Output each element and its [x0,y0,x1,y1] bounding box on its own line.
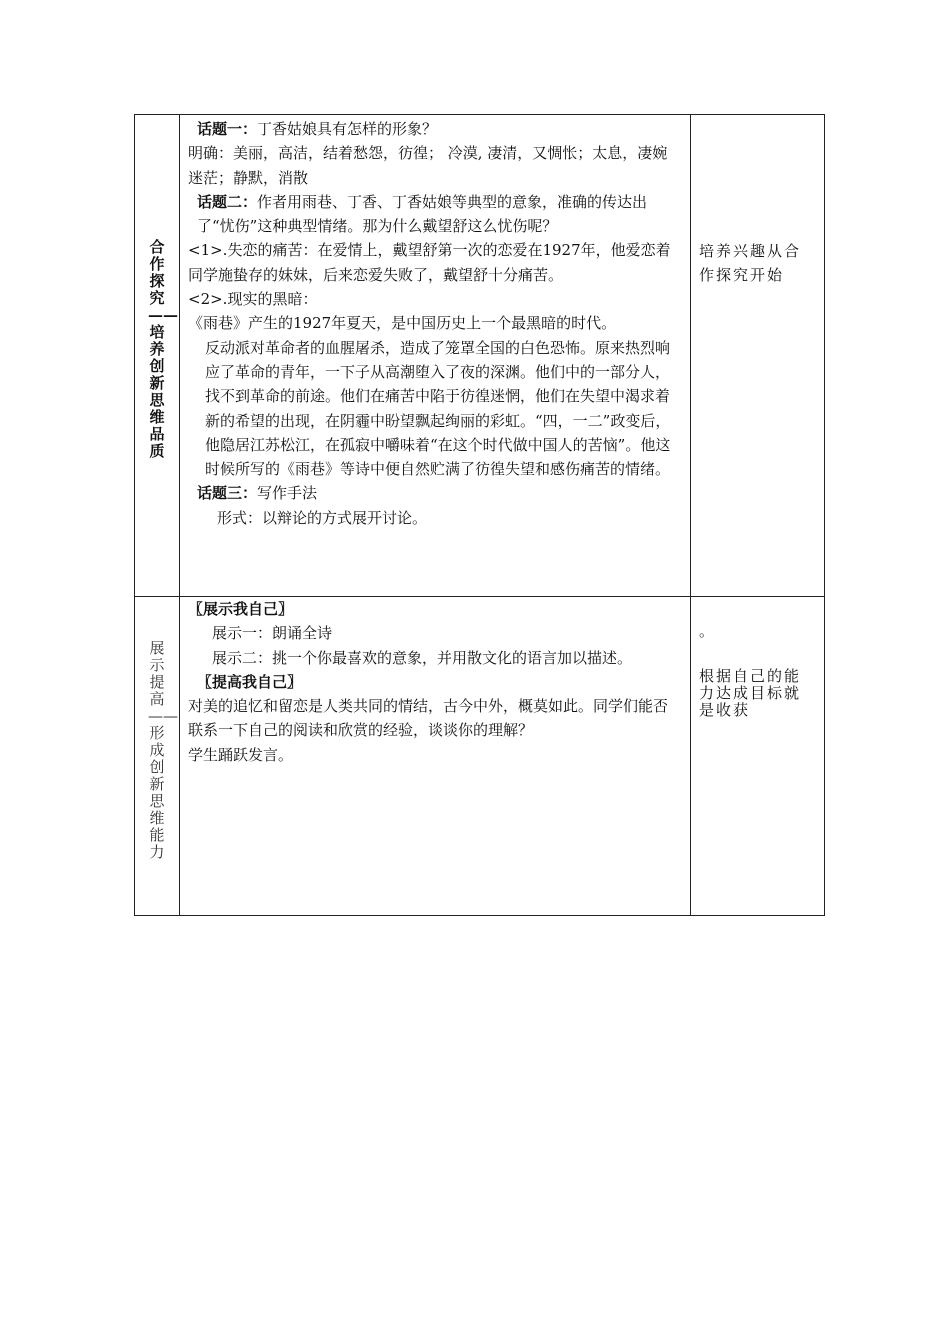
show-two: 展示二：挑一个你最喜欢的意象，并用散文化的语言加以描述。 [212,648,633,667]
note-mark: 。 [699,622,717,640]
topic-one-label: 话题一： [197,120,258,138]
lesson-plan-table [134,114,825,916]
show-heading: 〖展示我自己〗 [188,600,294,618]
topic-three-title: 写作手法 [257,484,318,503]
improve-text: 对美的追忆和留恋是人类共同的情结，古今中外，概莫如此。同学们能否联系一下自己的阅读和欣赏的经验，谈谈你的理解？ [188,697,669,740]
note-cell [691,597,825,916]
topic-one-question: 丁香姑娘具有怎样的形象？ [257,120,438,138]
section-label-cooperative-inquiry: 合作探究——培养创新思维品质 [148,238,178,460]
note-text: 根据自己的能力达成目标就是收获 [699,667,802,719]
section-label-cell [135,597,180,916]
reason-one: <1>.失恋的痛苦：在爱情上，戴望舒第一次的恋爱在1927年，他爱恋着同学施蛰存的妹妹，后来恋爱失败了，戴望舒十分痛苦。 [188,241,671,284]
reason-two-paragraph: 反动派对革命者的血腥屠杀，造成了笼罩全国的白色恐怖。原来热烈响应了革命的青年，一下子从高潮堕入了夜的深渊。他们中的一部分人，找不到革命的前途。他们在痛苦中陷于彷徨迷惘，他们在失望中渴求着新的希望的出现，在阴霾中盼望飘起绚丽的彩虹。“四，一二”政变后，他隐居江苏松江，在孤寂中嚼味着“在这个时代做中国人的苦恼”。他这时候所写的《雨巷》等诗中便自然贮满了彷徨失望和感伤痛苦的情绪。 [205,338,671,479]
table-row [135,115,825,597]
show-one: 展示一：朗诵全诗 [212,624,333,643]
note-text: 培养兴趣从合作探究开始 [699,242,802,284]
topic-three-label: 话题三： [197,484,258,503]
topic-one [188,117,682,141]
reason-two-line: 《雨巷》产生的1927年夏天，是中国历史上一个最黑暗的时代。 [188,314,617,333]
table-row [135,597,825,916]
topic-three-form: 形式：以辩论的方式展开讨论。 [217,508,428,527]
answer-one: 明确：美丽，高洁，结着愁怨，彷徨； 冷漠, 凄清，又惆怅；太息，凄婉迷茫；静默，消散 [188,144,668,187]
section-label-show-improve: 展示提高——形成创新思维能力 [148,639,178,861]
main-content-cell [180,115,691,597]
note-cell [691,115,825,597]
main-content-cell [180,597,691,916]
topic-two-label: 话题二： [197,192,258,211]
student-text: 学生踊跃发言。 [188,745,294,764]
improve-heading: 〖提高我自己〗 [197,672,303,691]
topic-two-question: 作者用雨巷、丁香、丁香姑娘等典型的意象，准确的传达出了“忧伤”这种典型情绪。那为什么戴望舒这么忧伤呢？ [197,192,648,236]
reason-two-title: <2>.现实的黑暗： [188,290,318,309]
topic-two [188,190,682,239]
topic-three [188,481,682,505]
section-label-cell [135,115,180,597]
